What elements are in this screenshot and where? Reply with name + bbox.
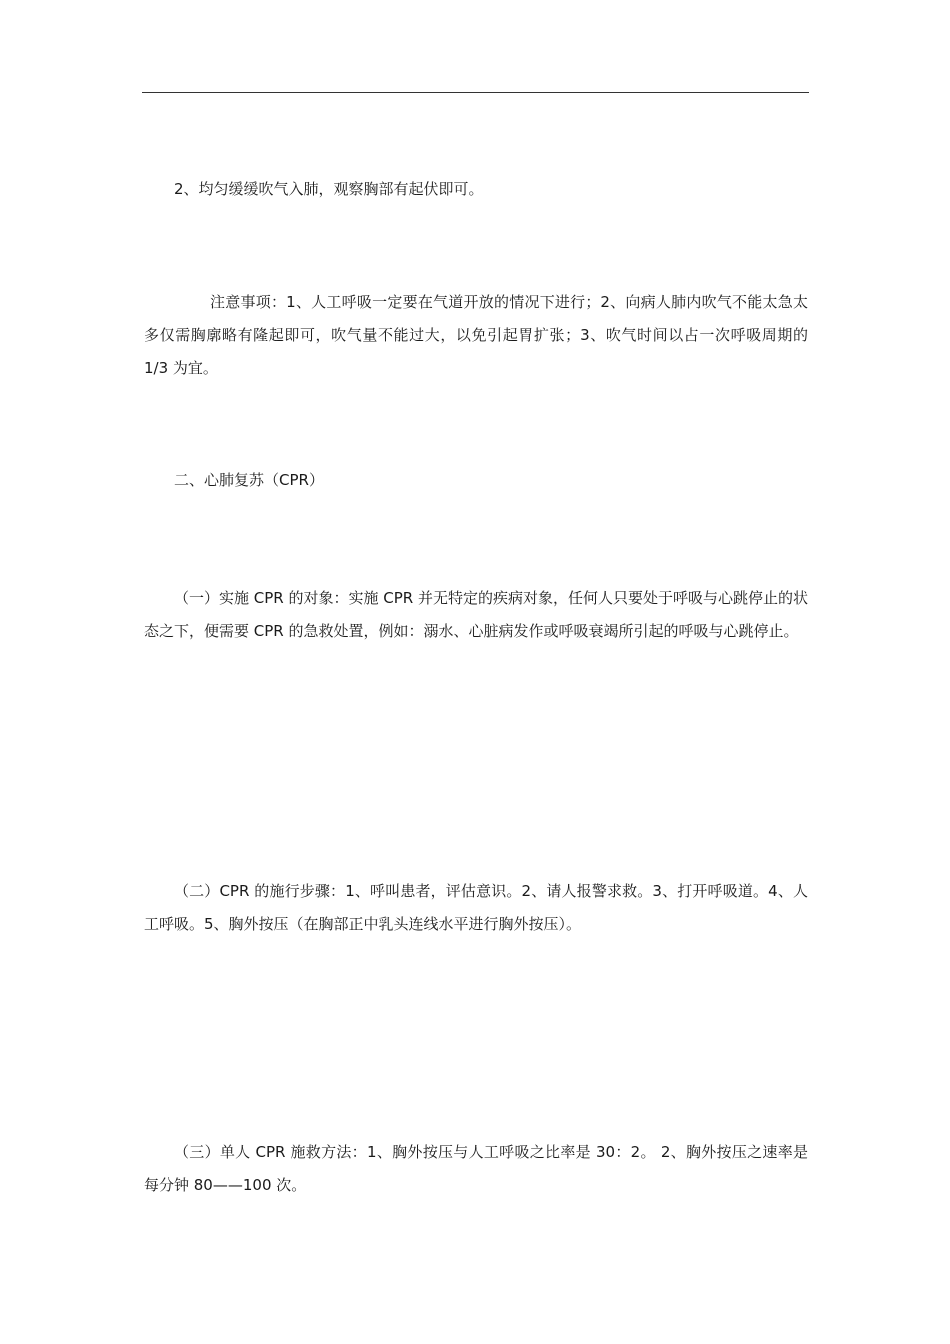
paragraph-cpr-targets: （一）实施 CPR 的对象：实施 CPR 并无特定的疾病对象，任何人只要处于呼吸与心跳停止的状态之下，便需要 CPR 的急救处置，例如：溺水、心脏病发作或呼吸衰竭所引起的呼吸与心跳停止。 <box>144 589 808 640</box>
header-rule <box>142 92 809 93</box>
paragraph-cpr-steps: （二）CPR 的施行步骤：1、呼叫患者，评估意识。2、请人报警求救。3、打开呼吸道。4、人工呼吸。5、胸外按压（在胸部正中乳头连线水平进行胸外按压）。 <box>144 882 808 933</box>
section-heading-cpr: 二、心肺复苏（CPR） <box>174 471 324 489</box>
paragraph-blow-air: 2、均匀缓缓吹气入肺，观察胸部有起伏即可。 <box>174 180 484 198</box>
paragraph-precautions: 注意事项：1、人工呼吸一定要在气道开放的情况下进行；2、向病人肺内吹气不能太急太多仅需胸廓略有隆起即可，吹气量不能过大，以免引起胃扩张；3、吹气时间以占一次呼吸周期的 1/3 为宜。 <box>144 293 808 377</box>
paragraph-single-rescuer-method: （三）单人 CPR 施救方法：1、胸外按压与人工呼吸之比率是 30：2。 2、胸外按压之速率是每分钟 80——100 次。 <box>144 1143 808 1194</box>
